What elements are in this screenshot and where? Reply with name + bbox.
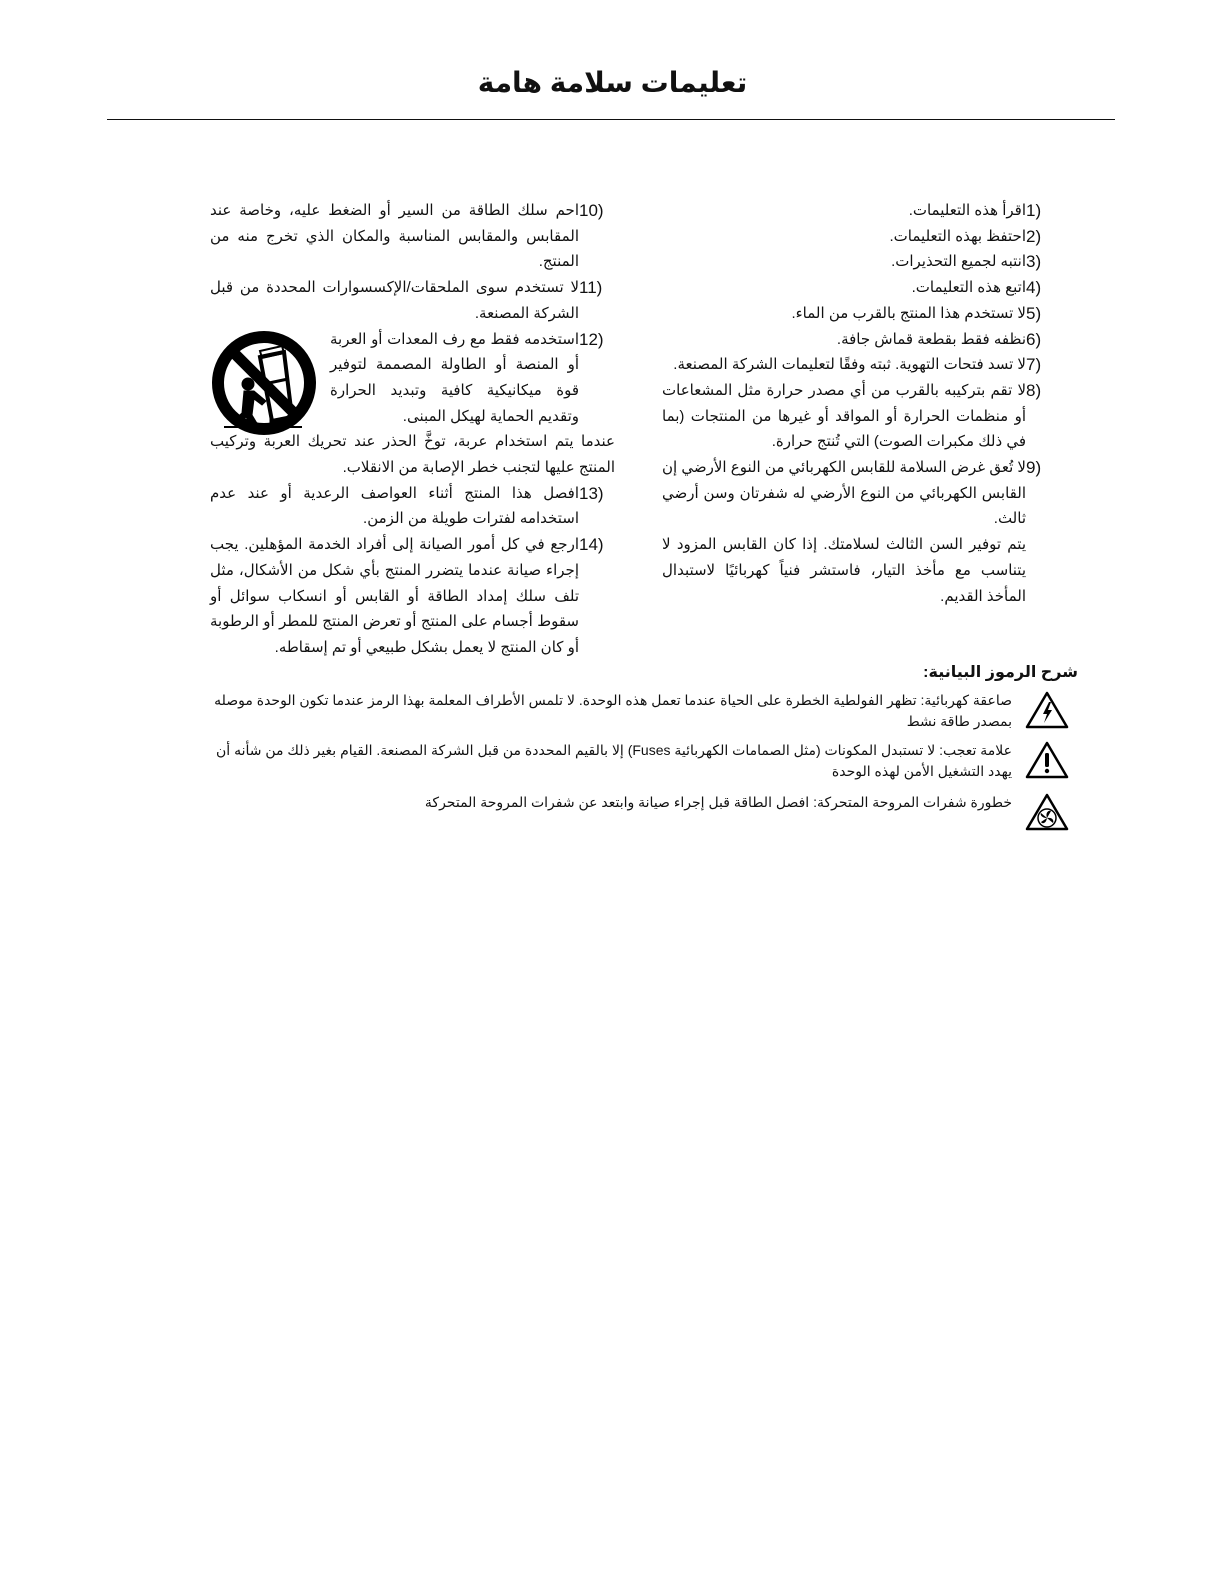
item-number: 13) <box>579 483 604 503</box>
item-number: 9) <box>1026 458 1042 478</box>
item-number: 7) <box>1026 355 1042 375</box>
instruction-item-6 <box>662 327 1062 353</box>
item-text: احم سلك الطاقة من السير أو الضغط عليه، وخاصة عند المقابس والمقابس المناسبة والمكان الذي تخرج منه من المنتج. <box>210 202 579 271</box>
item-text: استخدمه فقط مع رف المعدات أو العربة أو المنصة أو الطاولة المصممة لتوفير قوة ميكانيكية كافية وتبديد الحرارة وتقديم الحماية لهيكل المبنى. <box>330 330 579 425</box>
item-number: 10) <box>579 201 604 220</box>
item-text: احتفظ بهذه التعليمات. <box>889 227 1026 245</box>
item-text: لا تُعق غرض السلامة للقابس الكهربائي من النوع الأرضي إن القابس الكهربائي من النوع الأرضي له شفرتان وسن أرضي ثالث. <box>662 459 1026 528</box>
instruction-item-7 <box>662 352 1062 378</box>
instruction-item-9-note: يتم توفير السن الثالث لسلامتك. إذا كان القابس المزود لا يتناسب مع مأخذ التيار، فاستشر فنياً كهربائيًا لاستبدال المأخذ القديم. <box>662 536 1026 605</box>
instruction-item-1 <box>662 198 1062 224</box>
instruction-item-12 <box>210 327 615 430</box>
instruction-item-13 <box>210 481 615 532</box>
item-number: 5) <box>1026 303 1042 323</box>
instruction-item-10 <box>210 198 615 275</box>
instruction-item-9 <box>662 455 1062 532</box>
instruction-item-5 <box>662 301 1062 327</box>
item-number: 11) <box>579 278 603 298</box>
item-text: افصل هذا المنتج أثناء العواصف الرعدية أو عند عدم استخدامه لفترات طويلة من الزمن. <box>210 484 579 528</box>
item-number: 12) <box>579 329 604 349</box>
legend-text: علامة تعجب: لا تستبدل المكونات (مثل الصمامات الكهربائية Fuses) إلا بالقيم المحددة من قبل الشركة المصنعة. القيام بغير ذلك من شأنه أن يهدد التشغيل الأمن لهذه الوحدة <box>216 742 1012 779</box>
item-number: 14) <box>579 535 604 555</box>
item-text: لا تستخدم هذا المنتج بالقرب من الماء. <box>791 304 1026 322</box>
instruction-item-2 <box>662 224 1062 250</box>
electric-shock-warning-icon <box>1024 690 1070 730</box>
fan-blade-warning-icon <box>1024 792 1070 832</box>
item-number: 1) <box>1026 201 1042 220</box>
item-text: اتبع هذه التعليمات. <box>911 279 1026 297</box>
item-number: 3) <box>1026 252 1042 272</box>
legend-item-electric-shock <box>200 690 1070 732</box>
symbols-legend-title: شرح الرموز البيانية: <box>923 664 1078 681</box>
instruction-item-8 <box>662 378 1062 455</box>
instructions-right-column <box>662 198 1062 609</box>
legend-item-exclamation <box>200 740 1070 782</box>
item-text: انتبه لجميع التحذيرات. <box>891 253 1026 271</box>
item-number: 8) <box>1026 380 1042 400</box>
legend-text: خطورة شفرات المروحة المتحركة: افصل الطاقة قبل إجراء صيانة وابتعد عن شفرات المروحة المتحركة <box>424 794 1012 810</box>
instructions-left-column <box>210 198 615 661</box>
instruction-item-4 <box>662 275 1062 301</box>
instruction-item-3 <box>662 249 1062 275</box>
item-text: ارجع في كل أمور الصيانة إلى أفراد الخدمة المؤهلين. يجب إجراء صيانة عندما يتضرر المنتج بأي شكل من الأشكال، مثل تلف سلك إمداد الطاقة أو القابس أو انسكاب سوائل أو سقوط أجسام على المنتج أو تعرض المنتج للمطر أو الرطوبة أو كان المنتج لا يعمل بشكل طبيعي أو تم إسقاطه. <box>210 536 579 656</box>
legend-text: صاعقة كهربائية: تظهر الفولطية الخطرة على الحياة عندما تعمل هذه الوحدة. لا تلمس الأطراف المعلمة بهذا الرمز عندما تكون الوحدة موصله بمصدر طاقة نشط <box>214 692 1012 729</box>
instruction-item-11 <box>210 275 615 326</box>
cart-tip-over-warning-icon <box>210 329 318 437</box>
item-text: لا تقم بتركيبه بالقرب من أي مصدر حرارة مثل المشعاعات أو منظمات الحرارة أو المواقد أو غيرها من المنتجات (بما في ذلك مكبرات الصوت) التي تُنتج حرارة. <box>662 381 1026 451</box>
exclamation-warning-icon <box>1024 740 1070 780</box>
title-divider <box>107 119 1115 120</box>
instruction-item-12-note: عندما يتم استخدام عربة، توخَّ الحذر عند تحريك العربة وتركيب المنتج عليها لتجنب خطر الإصابة من الانقلاب. <box>210 433 615 477</box>
item-number: 4) <box>1026 278 1042 298</box>
instruction-item-14 <box>210 532 615 661</box>
item-text: نظفه فقط بقطعة قماش جافة. <box>836 330 1026 348</box>
item-text: اقرأ هذه التعليمات. <box>908 202 1026 219</box>
item-text: لا تستخدم سوى الملحقات/الإكسسوارات المحددة من قبل الشركة المصنعة. <box>210 279 579 322</box>
page-title: تعليمات سلامة هامة <box>477 67 748 98</box>
legend-item-fan-blade <box>200 792 1070 832</box>
item-number: 6) <box>1026 329 1042 349</box>
item-text: لا تسد فتحات التهوية. ثبته وفقًا لتعليمات الشركة المصنعة. <box>673 356 1026 374</box>
item-number: 2) <box>1026 226 1042 246</box>
